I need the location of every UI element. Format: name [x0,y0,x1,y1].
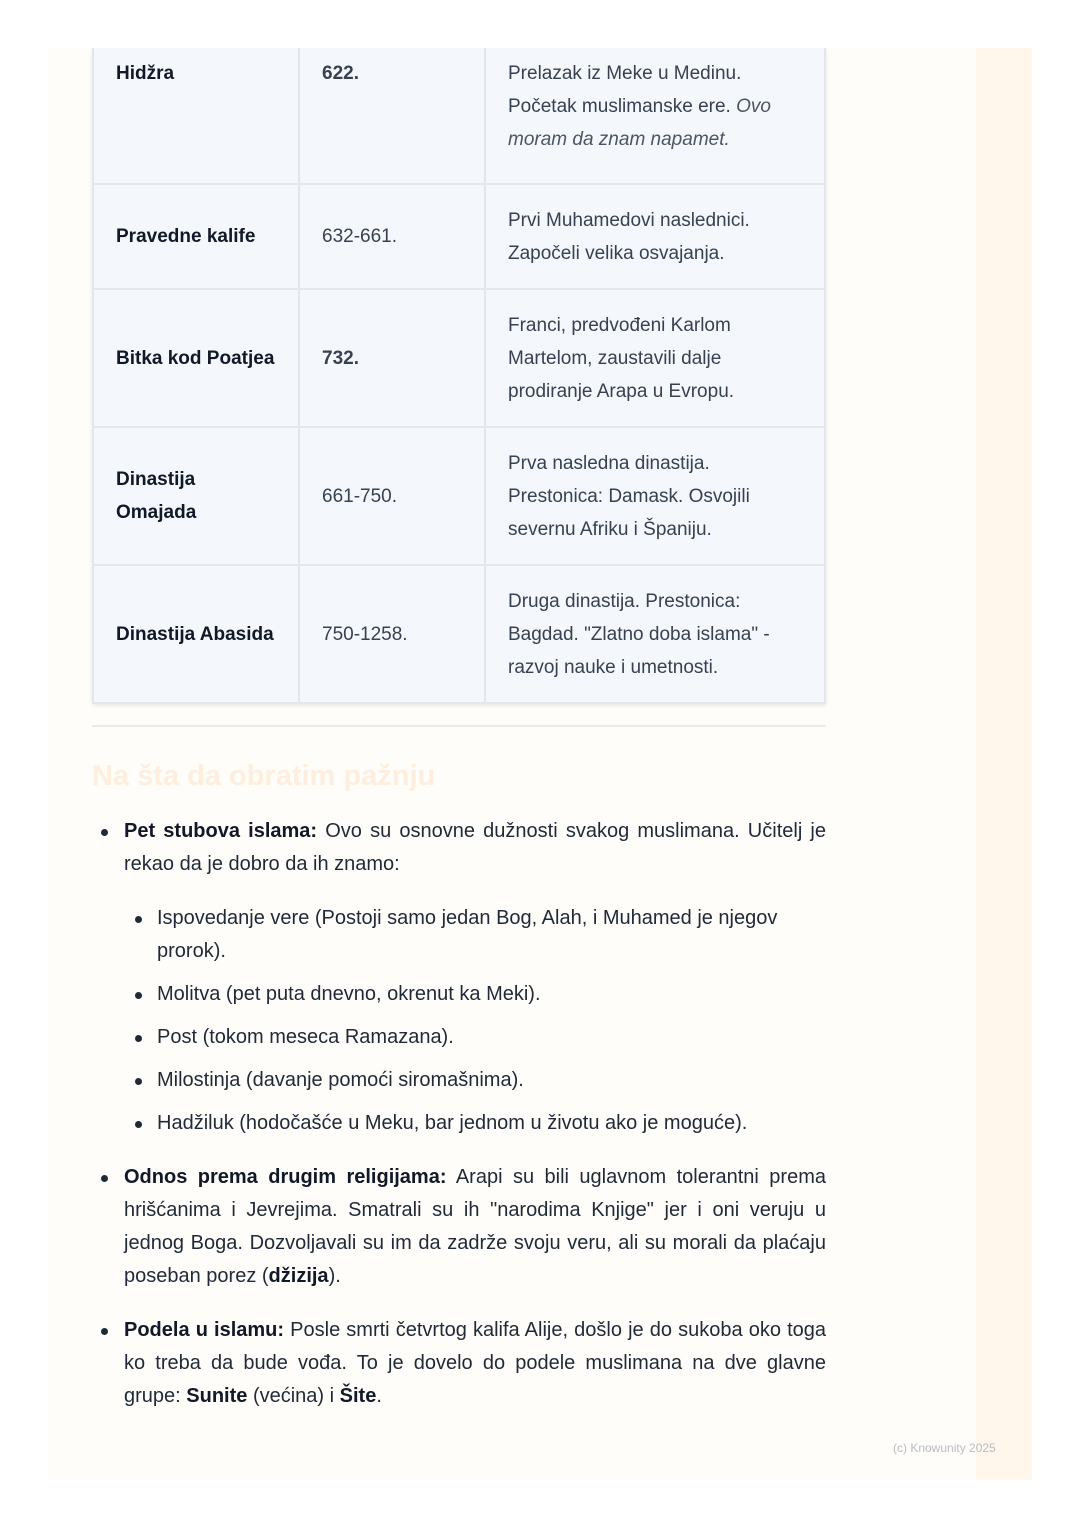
sunni-term: Sunite [186,1385,248,1407]
section-divider [92,725,826,727]
page-margin-stripe [976,48,1032,1480]
event-year-cell: 661-750. [299,427,485,565]
event-description: Prelazak iz Meke u Medinu. Početak muslimanske ere. [508,63,742,117]
list-item-pillars [124,815,826,1140]
event-note: Ovo moram da znam napamet. [508,96,771,150]
religions-end: ). [328,1265,341,1287]
table-row [93,48,825,184]
division-text: Posle smrti četvrtog kalifa Alije, došlo je do sukoba oko toga ko treba da bude vođa. To je dovelo do podele muslimana na dve glavne grupe: [124,1319,826,1407]
event-name-cell: Dinastija Abasida [93,565,299,703]
pillars-label: Pet stubova islama: [124,820,318,842]
list-item: Post (tokom meseca Ramazana). [157,1021,826,1054]
notes-content [92,815,826,1434]
table-row [93,565,825,703]
event-year-cell: 622. [299,48,485,184]
event-name-cell: Hidžra [93,48,299,184]
timeline-table [92,48,826,704]
religions-text: Arapi su bili uglavnom tolerantni prema hrišćanima i Jevrejima. Smatrali su ih "narodima Knjige" jer i oni veruju u jednog Boga. Dozvoljavali su im da zadrže svoju veru, ali su morali da plaćaju poseban porez ( [124,1166,826,1287]
tax-term: džizija [268,1265,329,1287]
event-description-cell: Prva nasledna dinastija. Prestonica: Damask. Osvojili severnu Afriku i Španiju. [485,427,825,565]
event-description-cell [485,48,825,184]
division-middle: (većina) i [247,1385,340,1407]
event-description-cell: Druga dinastija. Prestonica: Bagdad. "Zlatno doba islama" - razvoj nauke i umetnosti. [485,565,825,703]
table-row [93,427,825,565]
division-label: Podela u islamu: [124,1319,285,1341]
table-row [93,289,825,427]
event-year-cell: 732. [299,289,485,427]
list-item: Hadžiluk (hodočašće u Meku, bar jednom u životu ako je moguće). [157,1107,826,1140]
event-name-cell: Dinastija Omajada [93,427,299,565]
notes-list [92,815,826,1413]
shia-term: Šite [339,1385,377,1407]
copyright-footer: (c) Knowunity 2025 [893,1441,996,1455]
list-item-division [124,1314,826,1413]
section-title: Na šta da obratim pažnju [92,760,436,792]
event-name-cell: Pravedne kalife [93,184,299,289]
event-year-cell: 632-661. [299,184,485,289]
table-row [93,184,825,289]
list-item: Molitva (pet puta dnevno, okrenut ka Meki). [157,978,826,1011]
list-item-religions [124,1161,826,1293]
list-item: Ispovedanje vere (Postoji samo jedan Bog, Alah, i Muhamed je njegov prorok). [157,902,826,968]
division-end: . [376,1385,382,1407]
event-year-cell: 750-1258. [299,565,485,703]
event-name-cell: Bitka kod Poatjea [93,289,299,427]
event-description-cell: Prvi Muhamedovi naslednici. Započeli velika osvajanja. [485,184,825,289]
event-description-cell: Franci, predvođeni Karlom Martelom, zaustavili dalje prodiranje Arapa u Evropu. [485,289,825,427]
list-item: Milostinja (davanje pomoći siromašnima). [157,1064,826,1097]
pillars-sublist [124,902,826,1140]
pillars-text: Ovo su osnovne dužnosti svakog muslimana. Učitelj je rekao da je dobro da ih znamo: [124,820,826,875]
religions-label: Odnos prema drugim religijama: [124,1166,447,1188]
